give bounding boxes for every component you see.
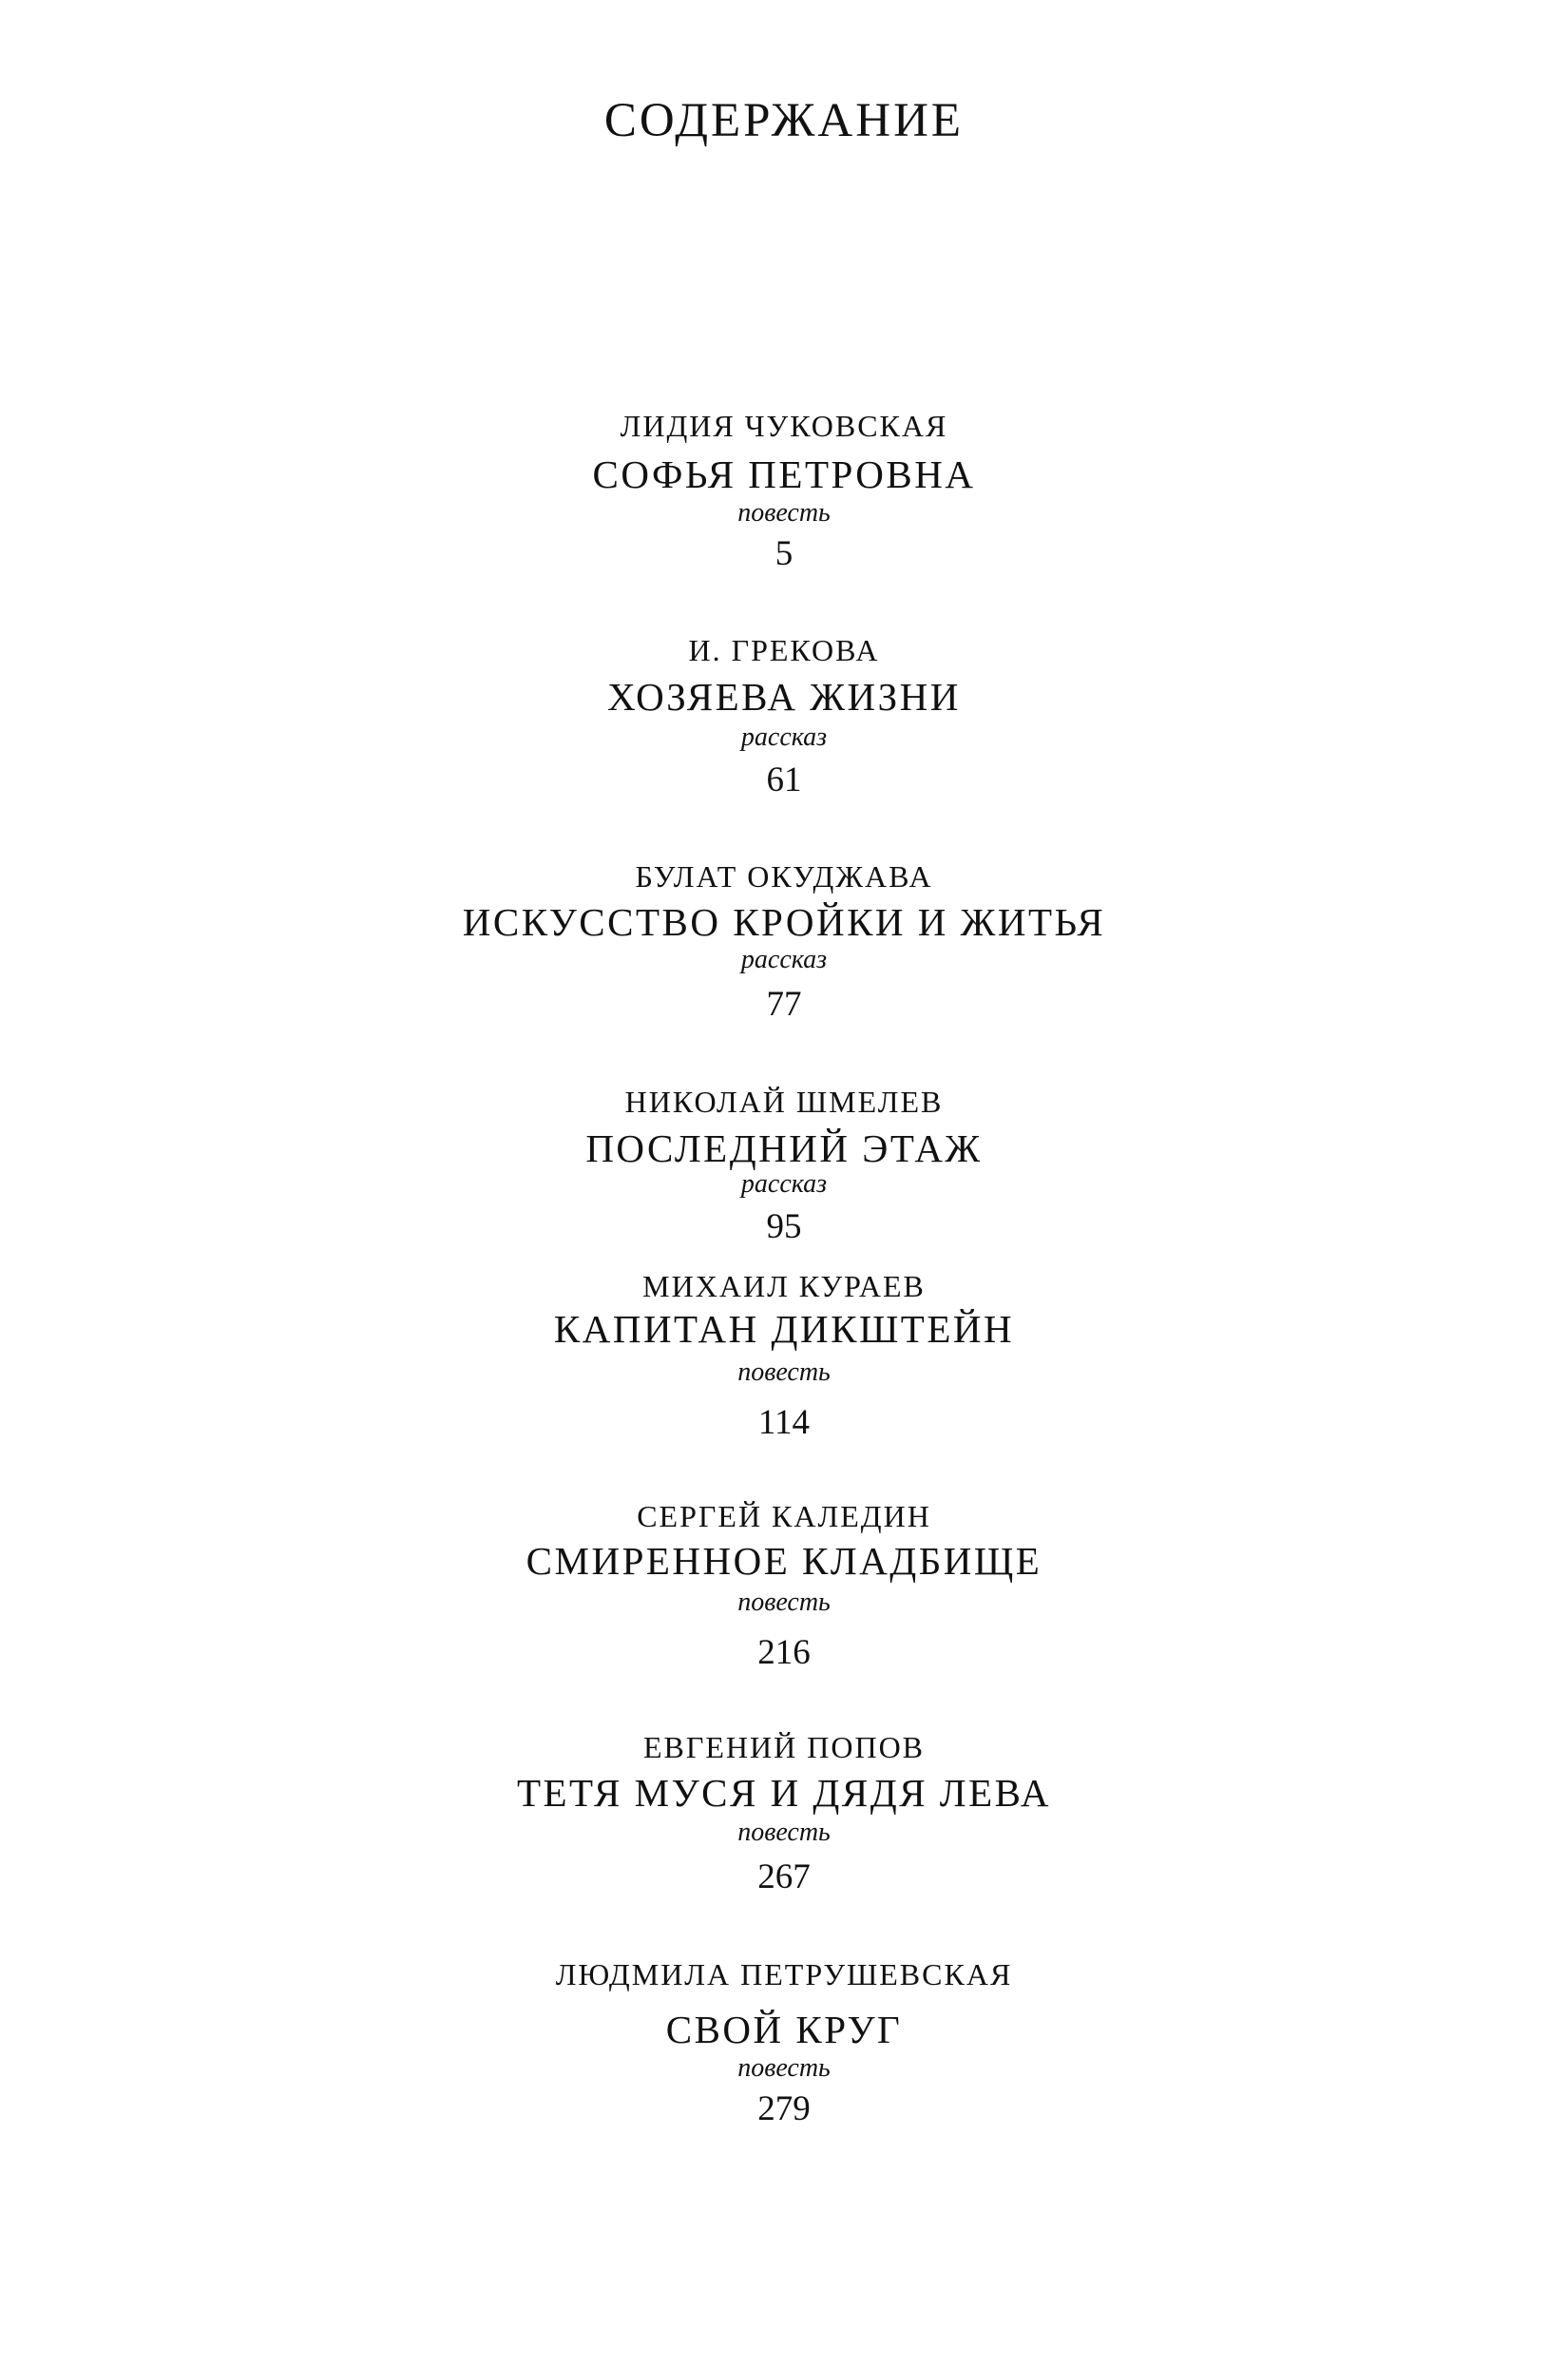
entry-page-number: 216 [757,1633,811,1672]
entry-genre: рассказ [740,945,828,974]
entry-genre: повесть [737,1818,831,1847]
entry-page-number: 267 [757,1857,811,1896]
entry-author: МИХАИЛ КУРАЕВ [642,1269,926,1303]
entry-author: ЛИДИЯ ЧУКОВСКАЯ [620,409,948,443]
entry-work-title: ХОЗЯЕВА ЖИЗНИ [607,675,961,719]
entry-page-number: 77 [766,985,802,1024]
page-title: СОДЕРЖАНИЕ [603,94,965,147]
entry-author: СЕРГЕЙ КАЛЕДИН [637,1499,931,1533]
entry-work-title: КАПИТАН ДИКШТЕЙН [553,1307,1015,1351]
entry-genre: повесть [737,2053,831,2083]
entry-page-number: 95 [766,1207,802,1246]
entry-author: БУЛАТ ОКУДЖАВА [635,859,933,894]
entry-page-number: 61 [766,760,802,799]
entry-author: И. ГРЕКОВА [688,633,880,667]
entry-genre: повесть [737,1587,831,1617]
entry-page-number: 5 [774,534,794,573]
entry-genre: повесть [737,1357,831,1387]
entry-genre: рассказ [740,1169,828,1199]
entry-author: ЕВГЕНИЙ ПОПОВ [642,1730,926,1764]
entry-page-number: 279 [757,2089,811,2128]
entry-work-title: СМИРЕННОЕ КЛАДБИЩЕ [526,1539,1042,1583]
entry-work-title: ПОСЛЕДНИЙ ЭТАЖ [585,1126,983,1170]
entry-author: НИКОЛАЙ ШМЕЛЕВ [624,1085,944,1119]
entry-genre: рассказ [740,722,828,752]
entry-work-title: ИСКУССТВО КРОЙКИ И ЖИТЬЯ [462,900,1106,944]
entry-genre: повесть [737,498,831,528]
entry-work-title: СОФЬЯ ПЕТРОВНА [592,452,976,496]
entry-work-title: СВОЙ КРУГ [665,2008,903,2051]
entry-author: ЛЮДМИЛА ПЕТРУШЕВСКАЯ [555,1957,1013,1991]
entry-work-title: ТЕТЯ МУСЯ И ДЯДЯ ЛЕВА [516,1771,1052,1815]
entry-page-number: 114 [757,1403,811,1442]
